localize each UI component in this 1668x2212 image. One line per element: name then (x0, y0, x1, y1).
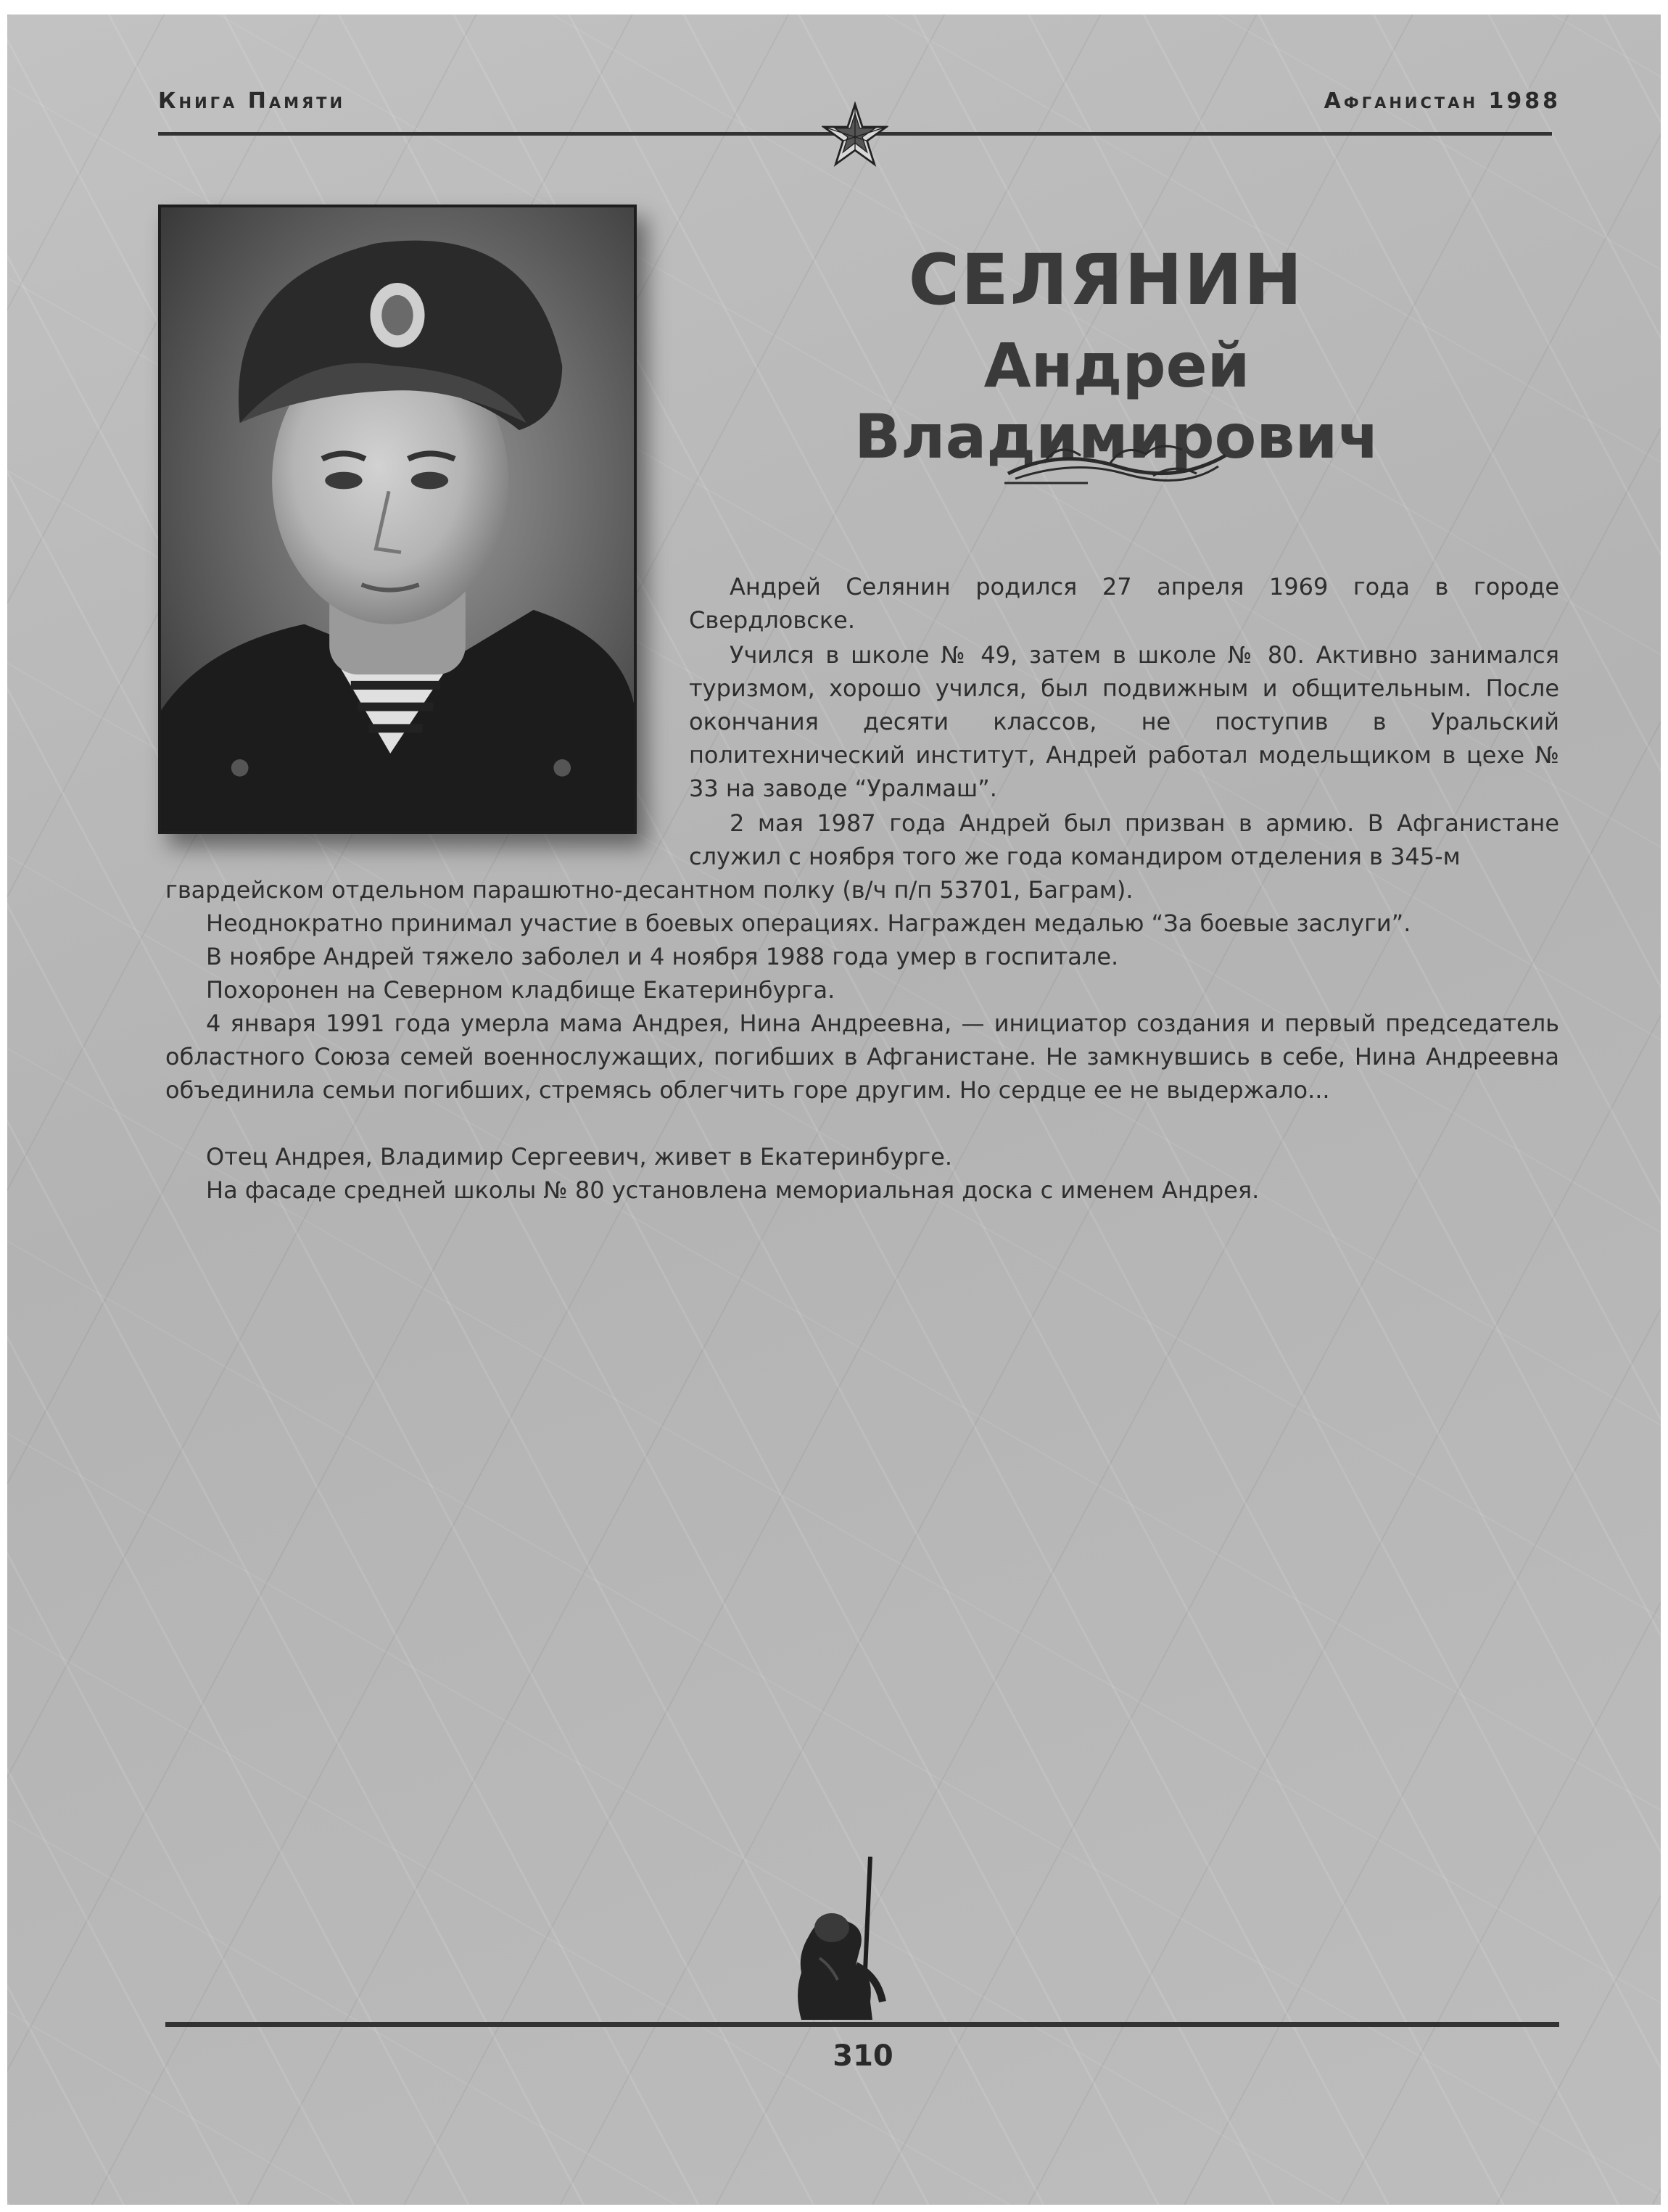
bio-paragraph: гвардейском отдельном парашютно-десантном полку (в/ч п/п 53701, Баграм). (165, 876, 1134, 904)
surname-title: СЕЛЯНИН (908, 239, 1304, 321)
page-number: 310 (833, 2039, 893, 2073)
header-section-title: Афганистан 1988 (1324, 88, 1561, 114)
bio-paragraph: На фасаде средней школы № 80 установлена мемориальная доска с именем Андрея. (206, 1176, 1260, 1204)
bio-paragraph: Отец Андрея, Владимир Сергеевич, живет в Екатеринбурге. (206, 1143, 952, 1171)
bio-paragraph: 4 января 1991 года умерла мама Андрея, Нина Андреевна, — инициатор создания и первый председатель областного Союза семей военнослужащих, погибших в Афганистане. Не замкнувшись в себе, Нина Андреевна объединила семьи погибших, стремясь облегчить горе другим. Но сердце ее не выдержало... (165, 1010, 1559, 1104)
bio-paragraph: Похоронен на Северном кладбище Екатеринбурга. (206, 976, 835, 1004)
bio-paragraph: Учился в школе № 49, затем в школе № 80. Активно занимался туризмом, хорошо учился, был подвижным и общительным. После окончания десяти классов, не поступив в Уральский политехнический институт, Андрей работал модельщиком в цехе № 33 на заводе “Уралмаш”. (689, 641, 1559, 802)
header-book-title: Книга Памяти (158, 88, 346, 114)
full-name-title: Андрей Владимирович (854, 330, 1379, 472)
bio-paragraph: Андрей Селянин родился 27 апреля 1969 года в городе Свердловске. (689, 573, 1559, 634)
bio-paragraph: 2 мая 1987 года Андрей был призван в армию. В Афганистане служил с ноября того же года командиром отделения в 345-м (689, 809, 1559, 870)
bio-paragraph: В ноябре Андрей тяжело заболел и 4 ноября 1988 года умер в госпитале. (206, 943, 1119, 970)
footer-rule (165, 2022, 1559, 2027)
soldier-figure (787, 1857, 896, 2031)
bio-paragraph: Неоднократно принимал участие в боевых операциях. Награжден медалью “За боевые заслуги”. (206, 909, 1411, 937)
